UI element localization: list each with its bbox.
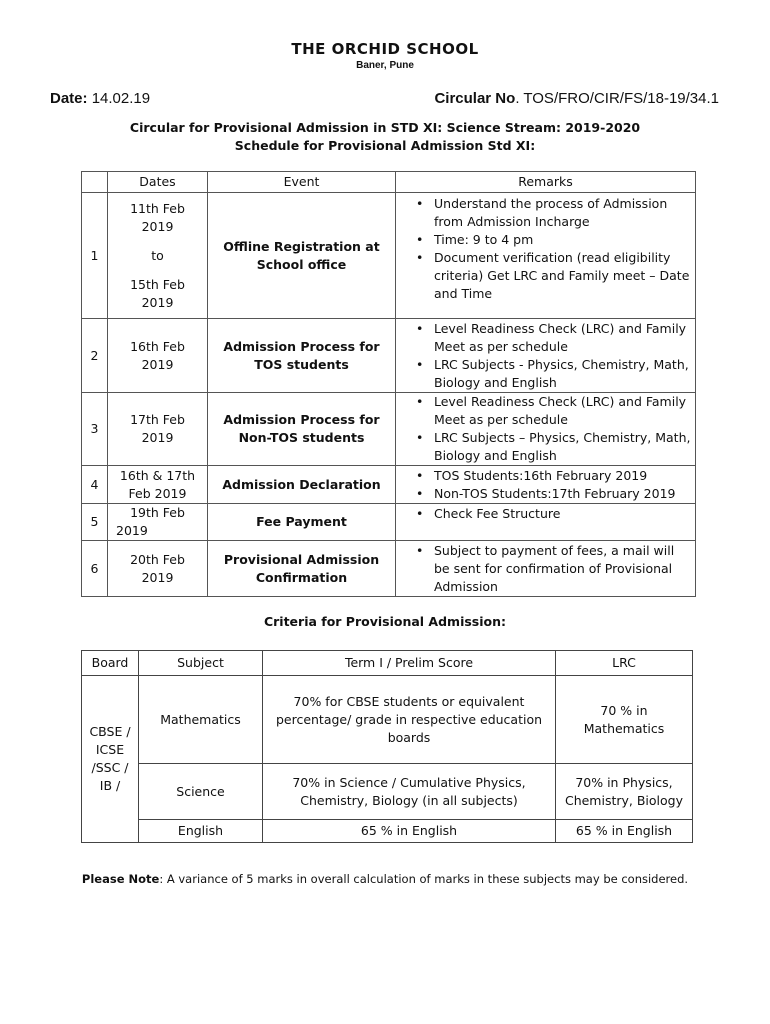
remark-item: • Level Readiness Check (LRC) and Family Meet as per schedule — [418, 393, 691, 429]
table-row — [82, 764, 693, 820]
row-event: Admission Process for Non-TOS students — [208, 393, 396, 466]
remark-item: • Subject to payment of fees, a mail will be sent for confirmation of Provisional Admission — [418, 542, 691, 596]
remark-item: • Non-TOS Students:17th February 2019 — [418, 485, 691, 503]
criteria-col-subject: Subject — [139, 651, 263, 676]
schedule-col-dates: Dates — [108, 172, 208, 193]
date-line: to — [151, 247, 164, 263]
date-value: 14.02.19 — [91, 90, 151, 107]
schedule-col-event: Event — [208, 172, 396, 193]
row-event: Fee Payment — [208, 504, 396, 541]
row-dates — [108, 393, 208, 466]
subject-cell: Mathematics — [139, 676, 263, 764]
row-remarks — [396, 466, 696, 504]
row-dates — [108, 541, 208, 597]
date-line: 2019 — [141, 356, 174, 372]
row-event: Offline Registration at School office — [208, 193, 396, 319]
date-line: 17th Feb — [130, 412, 185, 427]
score-cell: 70% for CBSE students or equivalent percentage/ grade in respective education boards — [263, 676, 556, 764]
criteria-col-board: Board — [82, 651, 139, 676]
date-label: Date: — [50, 90, 88, 107]
table-row — [82, 193, 696, 319]
schedule-table — [81, 171, 696, 597]
table-row — [82, 466, 696, 504]
score-cell: 70% in Science / Cumulative Physics, Chemistry, Biology (in all subjects) — [263, 764, 556, 820]
note-label: Please Note — [81, 872, 160, 886]
row-number: 6 — [82, 541, 108, 597]
lrc-cell: 65 % in English — [556, 820, 693, 843]
remark-item: • LRC Subjects – Physics, Chemistry, Math, Biology and English — [418, 429, 691, 465]
date-line: 2019 — [141, 294, 174, 310]
remark-item: • Understand the process of Admission from Admission Incharge — [418, 195, 691, 231]
date-line: 15th Feb — [130, 276, 185, 292]
date-line: 20th Feb — [130, 551, 185, 567]
lrc-cell: 70% in Physics, Chemistry, Biology — [556, 764, 693, 820]
circular-heading: Circular for Provisional Admission in STD XI: Science Stream: 2019-2020 — [129, 120, 641, 135]
row-number: 2 — [82, 319, 108, 393]
criteria-table — [81, 650, 693, 843]
criteria-heading: Criteria for Provisional Admission: — [263, 614, 507, 629]
table-row — [82, 820, 693, 843]
date-line: 2019 — [141, 218, 174, 234]
date-line: 2019 — [116, 523, 148, 538]
row-dates — [108, 504, 208, 541]
date-line: 16th Feb — [130, 338, 185, 354]
school-name: THE ORCHID SCHOOL — [291, 40, 479, 58]
remark-item: • LRC Subjects - Physics, Chemistry, Math, Biology and English — [418, 356, 691, 392]
remark-item: • Time: 9 to 4 pm — [418, 231, 691, 249]
row-number: 4 — [82, 466, 108, 504]
table-row — [82, 319, 696, 393]
date-line: 11th Feb — [130, 200, 185, 216]
circular-value: . TOS/FRO/CIR/FS/18-19/34.1 — [515, 90, 719, 107]
row-number: 5 — [82, 504, 108, 541]
remark-item: • Level Readiness Check (LRC) and Family Meet as per schedule — [418, 320, 691, 356]
table-row — [82, 676, 693, 764]
circular-date — [50, 90, 150, 107]
schedule-heading: Schedule for Provisional Admission Std XI: — [234, 138, 536, 153]
schedule-col-num — [82, 172, 108, 193]
table-row — [82, 393, 696, 466]
row-dates — [108, 466, 208, 504]
score-cell: 65 % in English — [263, 820, 556, 843]
date-line: 16th & 17th — [119, 467, 196, 483]
date-line: 2019 — [141, 569, 174, 585]
please-note — [0, 872, 770, 886]
table-row — [82, 504, 696, 541]
row-number: 3 — [82, 393, 108, 466]
note-text: : A variance of 5 marks in overall calculation of marks in these subjects may be considered. — [159, 872, 689, 886]
subject-cell: English — [139, 820, 263, 843]
row-remarks — [396, 193, 696, 319]
criteria-header-row — [82, 651, 693, 676]
subject-cell: Science — [139, 764, 263, 820]
row-event: Admission Process for TOS students — [208, 319, 396, 393]
date-line: 2019 — [141, 430, 174, 445]
remark-item: • TOS Students:16th February 2019 — [418, 467, 691, 485]
table-row — [82, 541, 696, 597]
criteria-col-lrc: LRC — [556, 651, 693, 676]
row-remarks — [396, 319, 696, 393]
row-event: Provisional Admission Confirmation — [208, 541, 396, 597]
circular-label: Circular No — [434, 90, 516, 107]
date-line: 19th Feb — [130, 505, 185, 520]
criteria-col-score: Term I / Prelim Score — [263, 651, 556, 676]
date-line: Feb 2019 — [128, 485, 187, 501]
school-location: Baner, Pune — [356, 60, 414, 71]
remark-item: • Document verification (read eligibility criteria) Get LRC and Family meet – Date and Time — [418, 249, 691, 303]
row-dates — [108, 319, 208, 393]
schedule-col-remarks: Remarks — [396, 172, 696, 193]
row-number: 1 — [82, 193, 108, 319]
row-event: Admission Declaration — [208, 466, 396, 504]
board-cell: CBSE / ICSE /SSC / IB / — [82, 676, 139, 843]
row-dates — [108, 193, 208, 319]
remark-item: • Check Fee Structure — [418, 505, 691, 523]
row-remarks — [396, 541, 696, 597]
schedule-header-row — [82, 172, 696, 193]
row-remarks — [396, 504, 696, 541]
lrc-cell: 70 % in Mathematics — [556, 676, 693, 764]
circular-number — [434, 90, 719, 107]
row-remarks — [396, 393, 696, 466]
